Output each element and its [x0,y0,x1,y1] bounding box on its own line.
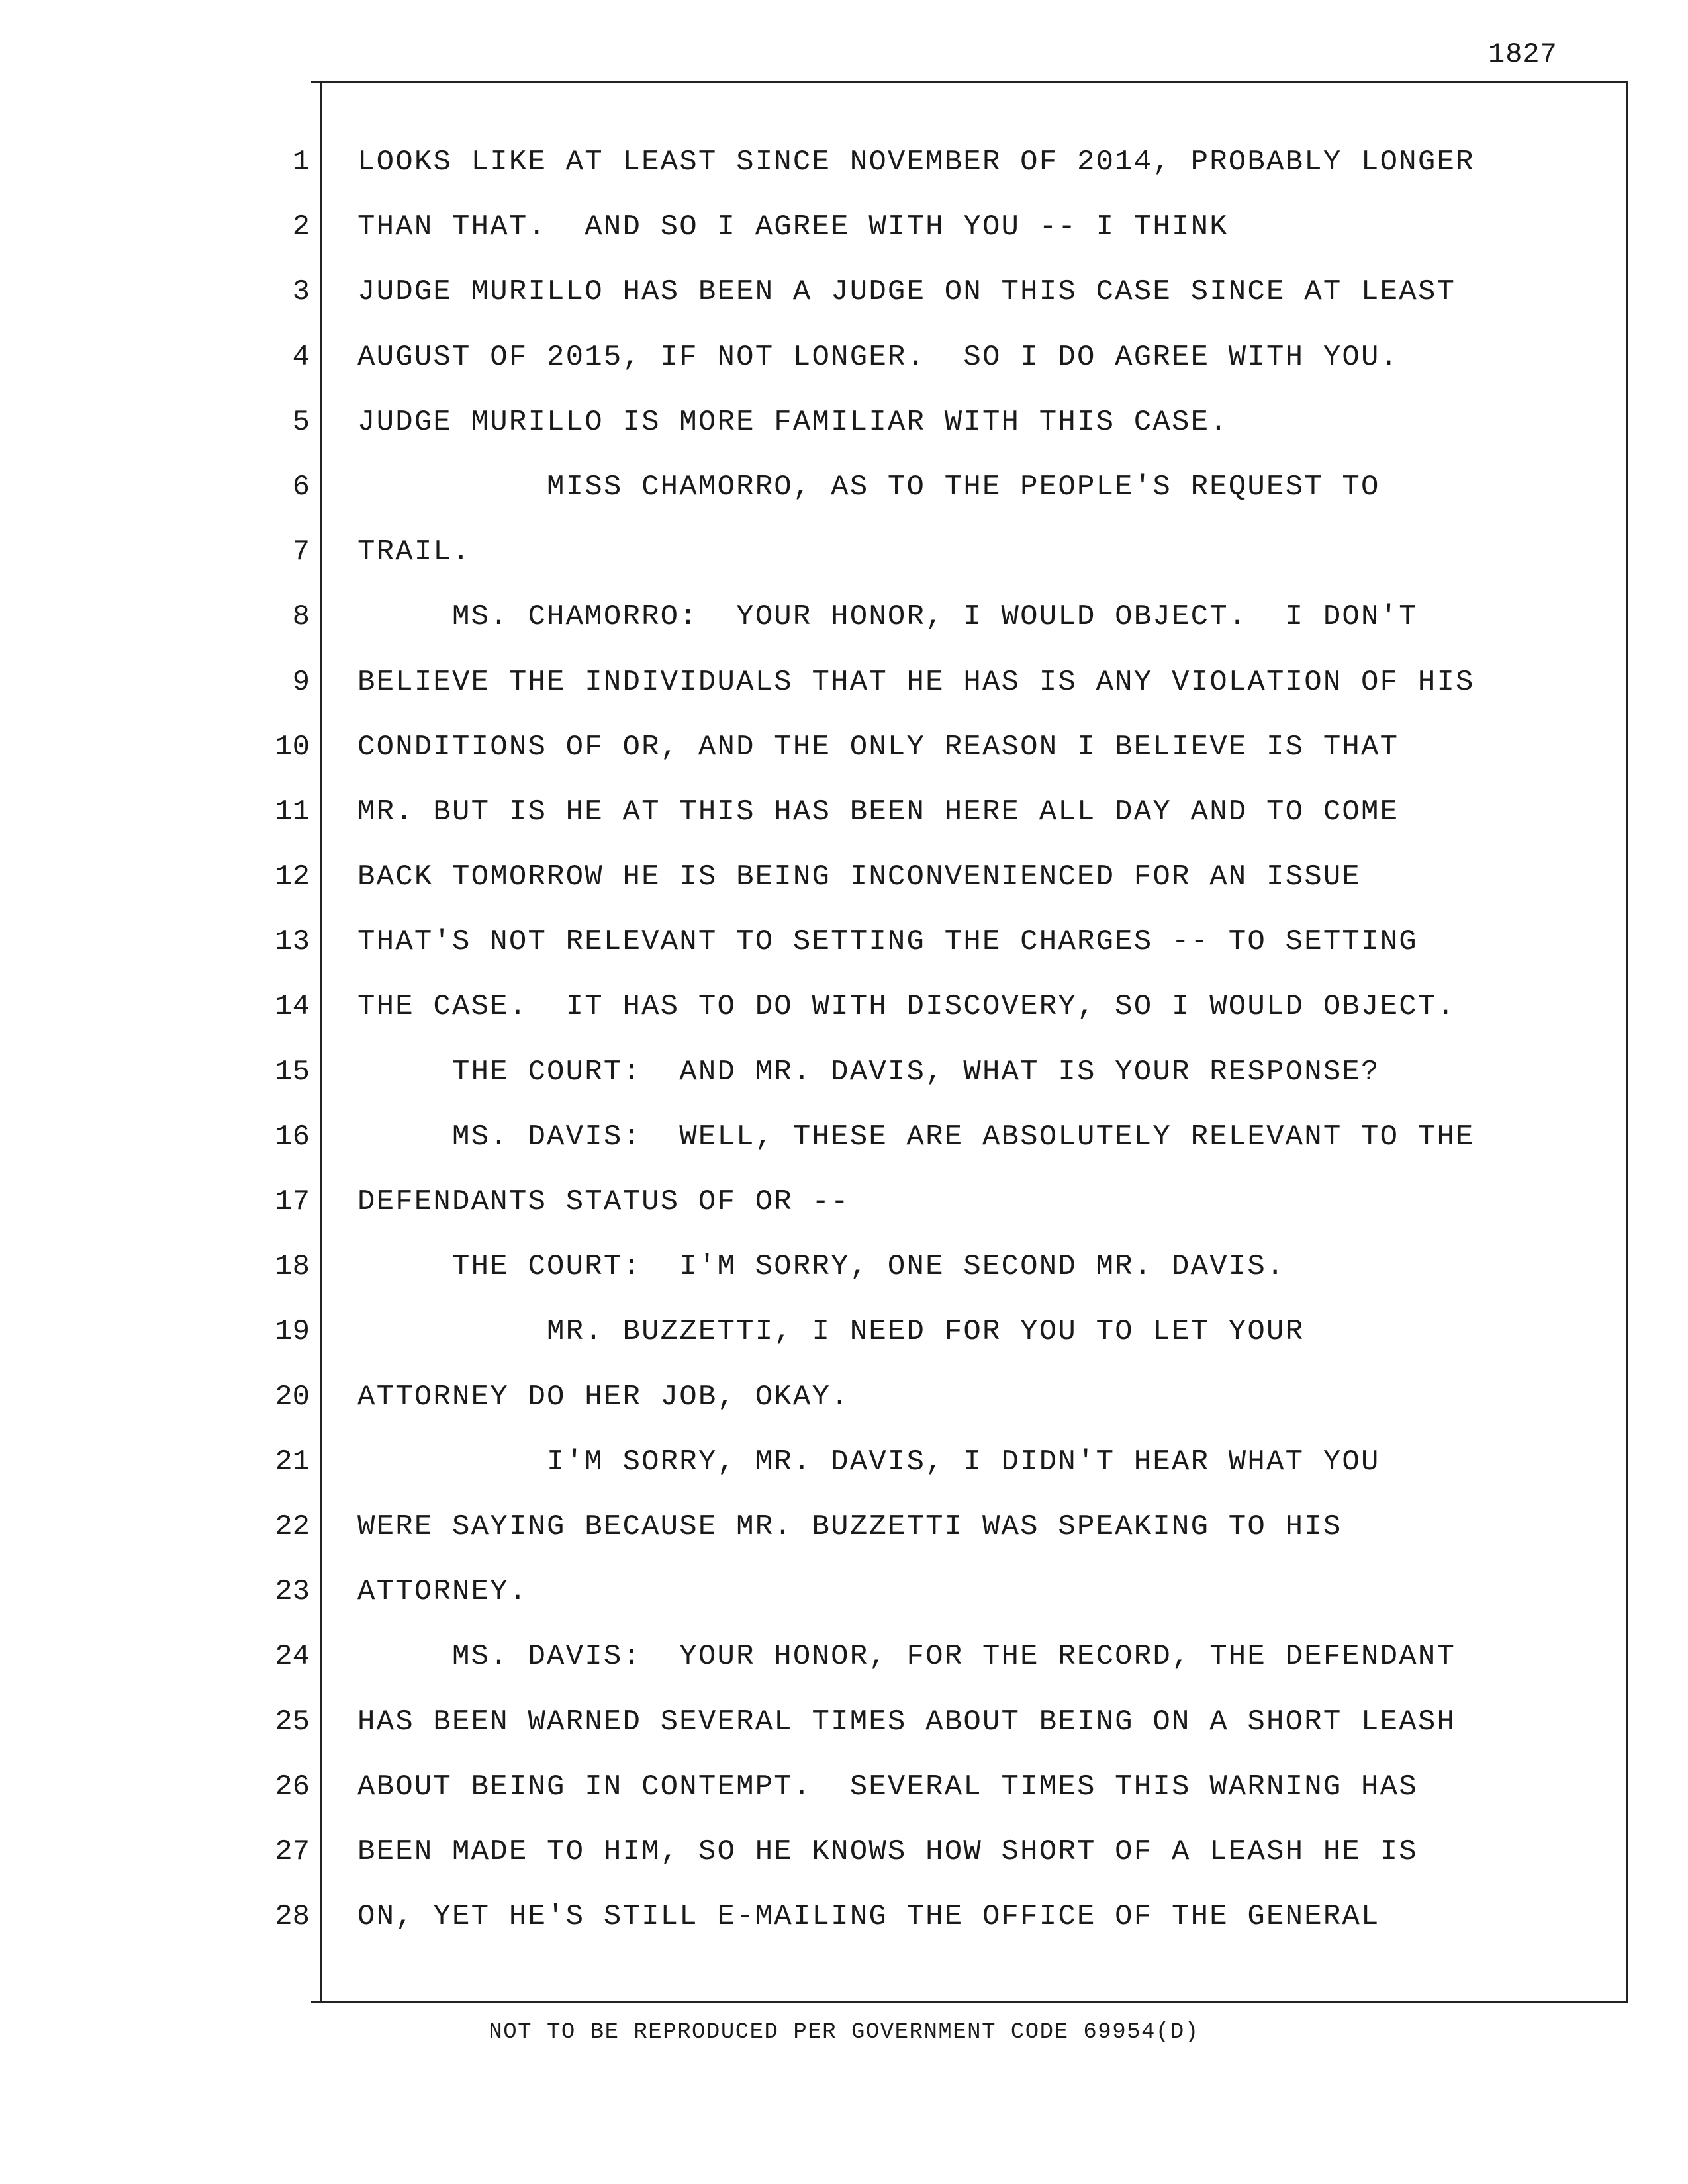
line-number: 22 [275,1510,310,1543]
line-number: 11 [275,795,310,829]
transcript-line: THAT'S NOT RELEVANT TO SETTING THE CHARGES -- TO SETTING [357,925,1418,959]
transcript-line: BEEN MADE TO HIM, SO HE KNOWS HOW SHORT OF A LEASH HE IS [357,1835,1418,1868]
line-number: 27 [275,1835,310,1868]
transcript-line: I'M SORRY, MR. DAVIS, I DIDN'T HEAR WHAT YOU [357,1445,1380,1479]
line-number: 3 [292,275,310,309]
line-number: 12 [275,860,310,894]
margin-rule [320,81,322,2003]
line-number: 8 [292,600,310,634]
line-number-column [238,142,310,1962]
transcript-line: MS. DAVIS: WELL, THESE ARE ABSOLUTELY RELEVANT TO THE [357,1120,1475,1154]
transcript-body [357,142,1615,1962]
line-number: 7 [292,535,310,569]
transcript-line: CONDITIONS OF OR, AND THE ONLY REASON I BELIEVE IS THAT [357,730,1399,764]
transcript-line: ON, YET HE'S STILL E-MAILING THE OFFICE OF THE GENERAL [357,1900,1380,1934]
transcript-line: THE COURT: I'M SORRY, ONE SECOND MR. DAVIS. [357,1250,1286,1284]
line-number: 6 [292,470,310,504]
transcript-line: JUDGE MURILLO HAS BEEN A JUDGE ON THIS CASE SINCE AT LEAST [357,275,1456,309]
line-number: 5 [292,405,310,439]
line-number: 20 [275,1380,310,1414]
transcript-line: ATTORNEY. [357,1575,528,1609]
line-number: 24 [275,1640,310,1674]
line-number: 4 [292,340,310,374]
transcript-line: LOOKS LIKE AT LEAST SINCE NOVEMBER OF 2014, PROBABLY LONGER [357,146,1475,179]
transcript-line: BACK TOMORROW HE IS BEING INCONVENIENCED FOR AN ISSUE [357,860,1362,894]
transcript-line: MS. DAVIS: YOUR HONOR, FOR THE RECORD, THE DEFENDANT [357,1640,1456,1674]
transcript-line: ATTORNEY DO HER JOB, OKAY. [357,1380,850,1414]
transcript-line: WERE SAYING BECAUSE MR. BUZZETTI WAS SPEAKING TO HIS [357,1510,1342,1543]
transcript-line: ABOUT BEING IN CONTEMPT. SEVERAL TIMES THIS WARNING HAS [357,1770,1418,1803]
line-number: 1 [292,146,310,179]
transcript-line: AUGUST OF 2015, IF NOT LONGER. SO I DO AGREE WITH YOU. [357,340,1399,374]
line-number: 13 [275,925,310,959]
transcript-line: MISS CHAMORRO, AS TO THE PEOPLE'S REQUEST TO [357,470,1380,504]
line-number: 26 [275,1770,310,1803]
line-number: 16 [275,1120,310,1154]
page-number: 1827 [1488,38,1558,70]
line-number: 10 [275,730,310,764]
transcript-line: THE COURT: AND MR. DAVIS, WHAT IS YOUR RESPONSE? [357,1055,1380,1089]
transcript-line: MS. CHAMORRO: YOUR HONOR, I WOULD OBJECT. I DON'T [357,600,1418,634]
transcript-line: MR. BUT IS HE AT THIS HAS BEEN HERE ALL DAY AND TO COME [357,795,1399,829]
transcript-line: HAS BEEN WARNED SEVERAL TIMES ABOUT BEING ON A SHORT LEASH [357,1705,1456,1739]
line-number: 28 [275,1900,310,1934]
transcript-line: BELIEVE THE INDIVIDUALS THAT HE HAS IS ANY VIOLATION OF HIS [357,665,1475,699]
transcript-line: DEFENDANTS STATUS OF OR -- [357,1185,850,1218]
transcript-line: JUDGE MURILLO IS MORE FAMILIAR WITH THIS CASE. [357,405,1229,439]
line-number: 21 [275,1445,310,1479]
line-number: 9 [292,665,310,699]
transcript-line: TRAIL. [357,535,471,569]
line-number: 23 [275,1575,310,1609]
line-number: 19 [275,1315,310,1349]
line-number: 25 [275,1705,310,1739]
line-number: 18 [275,1250,310,1284]
line-number: 14 [275,990,310,1024]
transcript-line: THE CASE. IT HAS TO DO WITH DISCOVERY, SO I WOULD OBJECT. [357,990,1456,1024]
transcript-line: THAN THAT. AND SO I AGREE WITH YOU -- I THINK [357,210,1229,244]
footer-notice: NOT TO BE REPRODUCED PER GOVERNMENT CODE 69954(D) [489,2020,1199,2045]
line-number: 15 [275,1055,310,1089]
transcript-line: MR. BUZZETTI, I NEED FOR YOU TO LET YOUR [357,1315,1305,1349]
line-number: 2 [292,210,310,244]
line-number: 17 [275,1185,310,1218]
